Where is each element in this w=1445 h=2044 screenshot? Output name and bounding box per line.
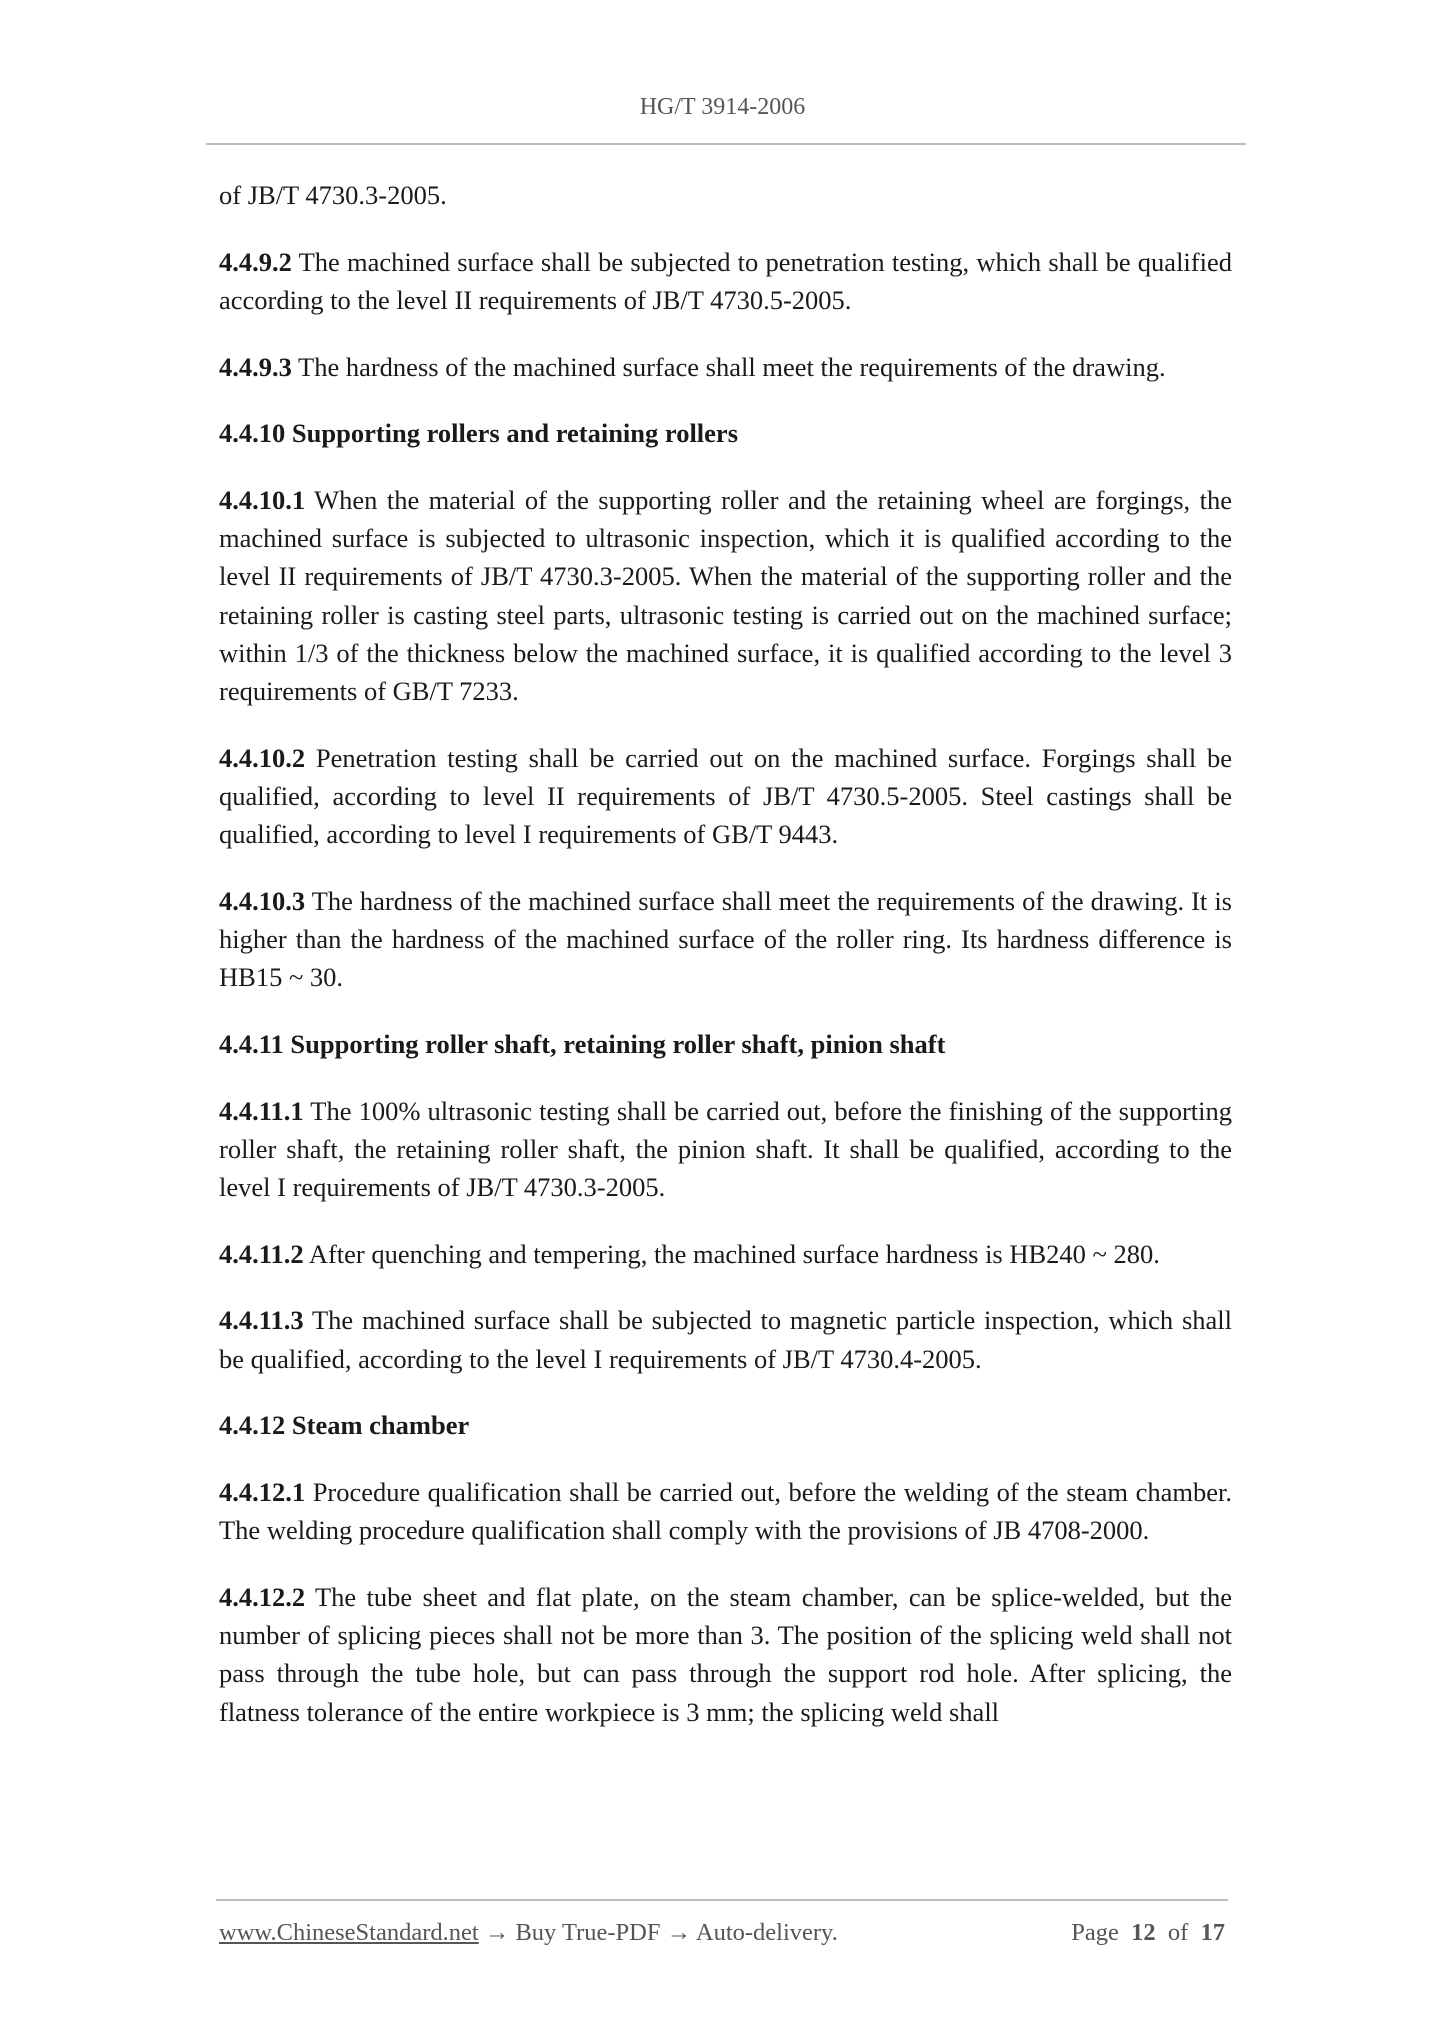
paragraph: 4.4.10.2 Penetration testing shall be carried out on the machined surface. Forgings shall be qualified, according to level II requirements of JB/T 4730.5-2005. Steel castings shall be qualified, according to level I requirements of GB/T 9443. <box>219 742 1232 850</box>
footer-divider <box>216 1899 1228 1901</box>
paragraph: 4.4.9.2 The machined surface shall be subjected to penetration testing, which shall be qualified according to the level II requirements of JB/T 4730.5-2005. <box>219 246 1232 315</box>
paragraph: 4.4.12.2 The tube sheet and flat plate, on the steam chamber, can be splice-welded, but the number of splicing pieces shall not be more than 3. The position of the splicing weld shall not pass through the tube hole, but can pass through the support rod hole. After splicing, the flatness tolerance of the entire workpiece is 3 mm; the splicing weld shall <box>219 1581 1232 1727</box>
document-header: HG/T 3914-2006 <box>639 94 806 120</box>
buy-text: Buy True-PDF <box>515 1919 661 1946</box>
arrow-icon: → <box>484 1919 510 1946</box>
delivery-text: Auto-delivery. <box>695 1919 838 1946</box>
header-divider <box>206 143 1246 145</box>
website-link[interactable]: www.ChineseStandard.net <box>219 1919 479 1946</box>
paragraph: 4.4.11.1 The 100% ultrasonic testing shall be carried out, before the finishing of the supporting roller shaft, the retaining roller shaft, the pinion shaft. It shall be qualified, according to the level I requirements of JB/T 4730.3-2005. <box>219 1095 1232 1203</box>
paragraph: 4.4.10.1 When the material of the supporting roller and the retaining wheel are forgings, the machined surface is subjected to ultrasonic inspection, which it is qualified according to the level II requirements of JB/T 4730.3-2005. When the material of the supporting roller and the retaining roller is casting steel parts, ultrasonic testing is carried out on the machined surface; within 1/3 of the thickness below the machined surface, it is qualified according to the level 3 requirements of GB/T 7233. <box>219 485 1232 707</box>
section-heading: 4.4.11 Supporting roller shaft, retaining roller shaft, pinion shaft <box>219 1028 946 1059</box>
paragraph: 4.4.9.3 The hardness of the machined surface shall meet the requirements of the drawing. <box>219 351 1166 382</box>
footer-promo <box>219 1919 838 1947</box>
paragraph: 4.4.10.3 The hardness of the machined surface shall meet the requirements of the drawing. It is higher than the hardness of the machined surface of the roller ring. Its hardness difference is HB15 ~ 30. <box>219 885 1232 993</box>
page-number: Page 12 of 17 <box>1071 1919 1225 1946</box>
arrow-icon: → <box>666 1919 692 1946</box>
paragraph: 4.4.12.1 Procedure qualification shall be carried out, before the welding of the steam chamber. The welding procedure qualification shall comply with the provisions of JB 4708-2000. <box>219 1477 1232 1546</box>
paragraph: of JB/T 4730.3-2005. <box>219 180 447 210</box>
section-heading: 4.4.12 Steam chamber <box>219 1410 470 1441</box>
paragraph: 4.4.11.3 The machined surface shall be subjected to magnetic particle inspection, which shall be qualified, according to the level I requirements of JB/T 4730.4-2005. <box>219 1305 1232 1374</box>
paragraph: 4.4.11.2 After quenching and tempering, the machined surface hardness is HB240 ~ 280. <box>219 1238 1160 1269</box>
document-body <box>219 176 1232 1759</box>
document-footer <box>219 1919 1225 1947</box>
section-heading: 4.4.10 Supporting rollers and retaining rollers <box>219 418 739 449</box>
